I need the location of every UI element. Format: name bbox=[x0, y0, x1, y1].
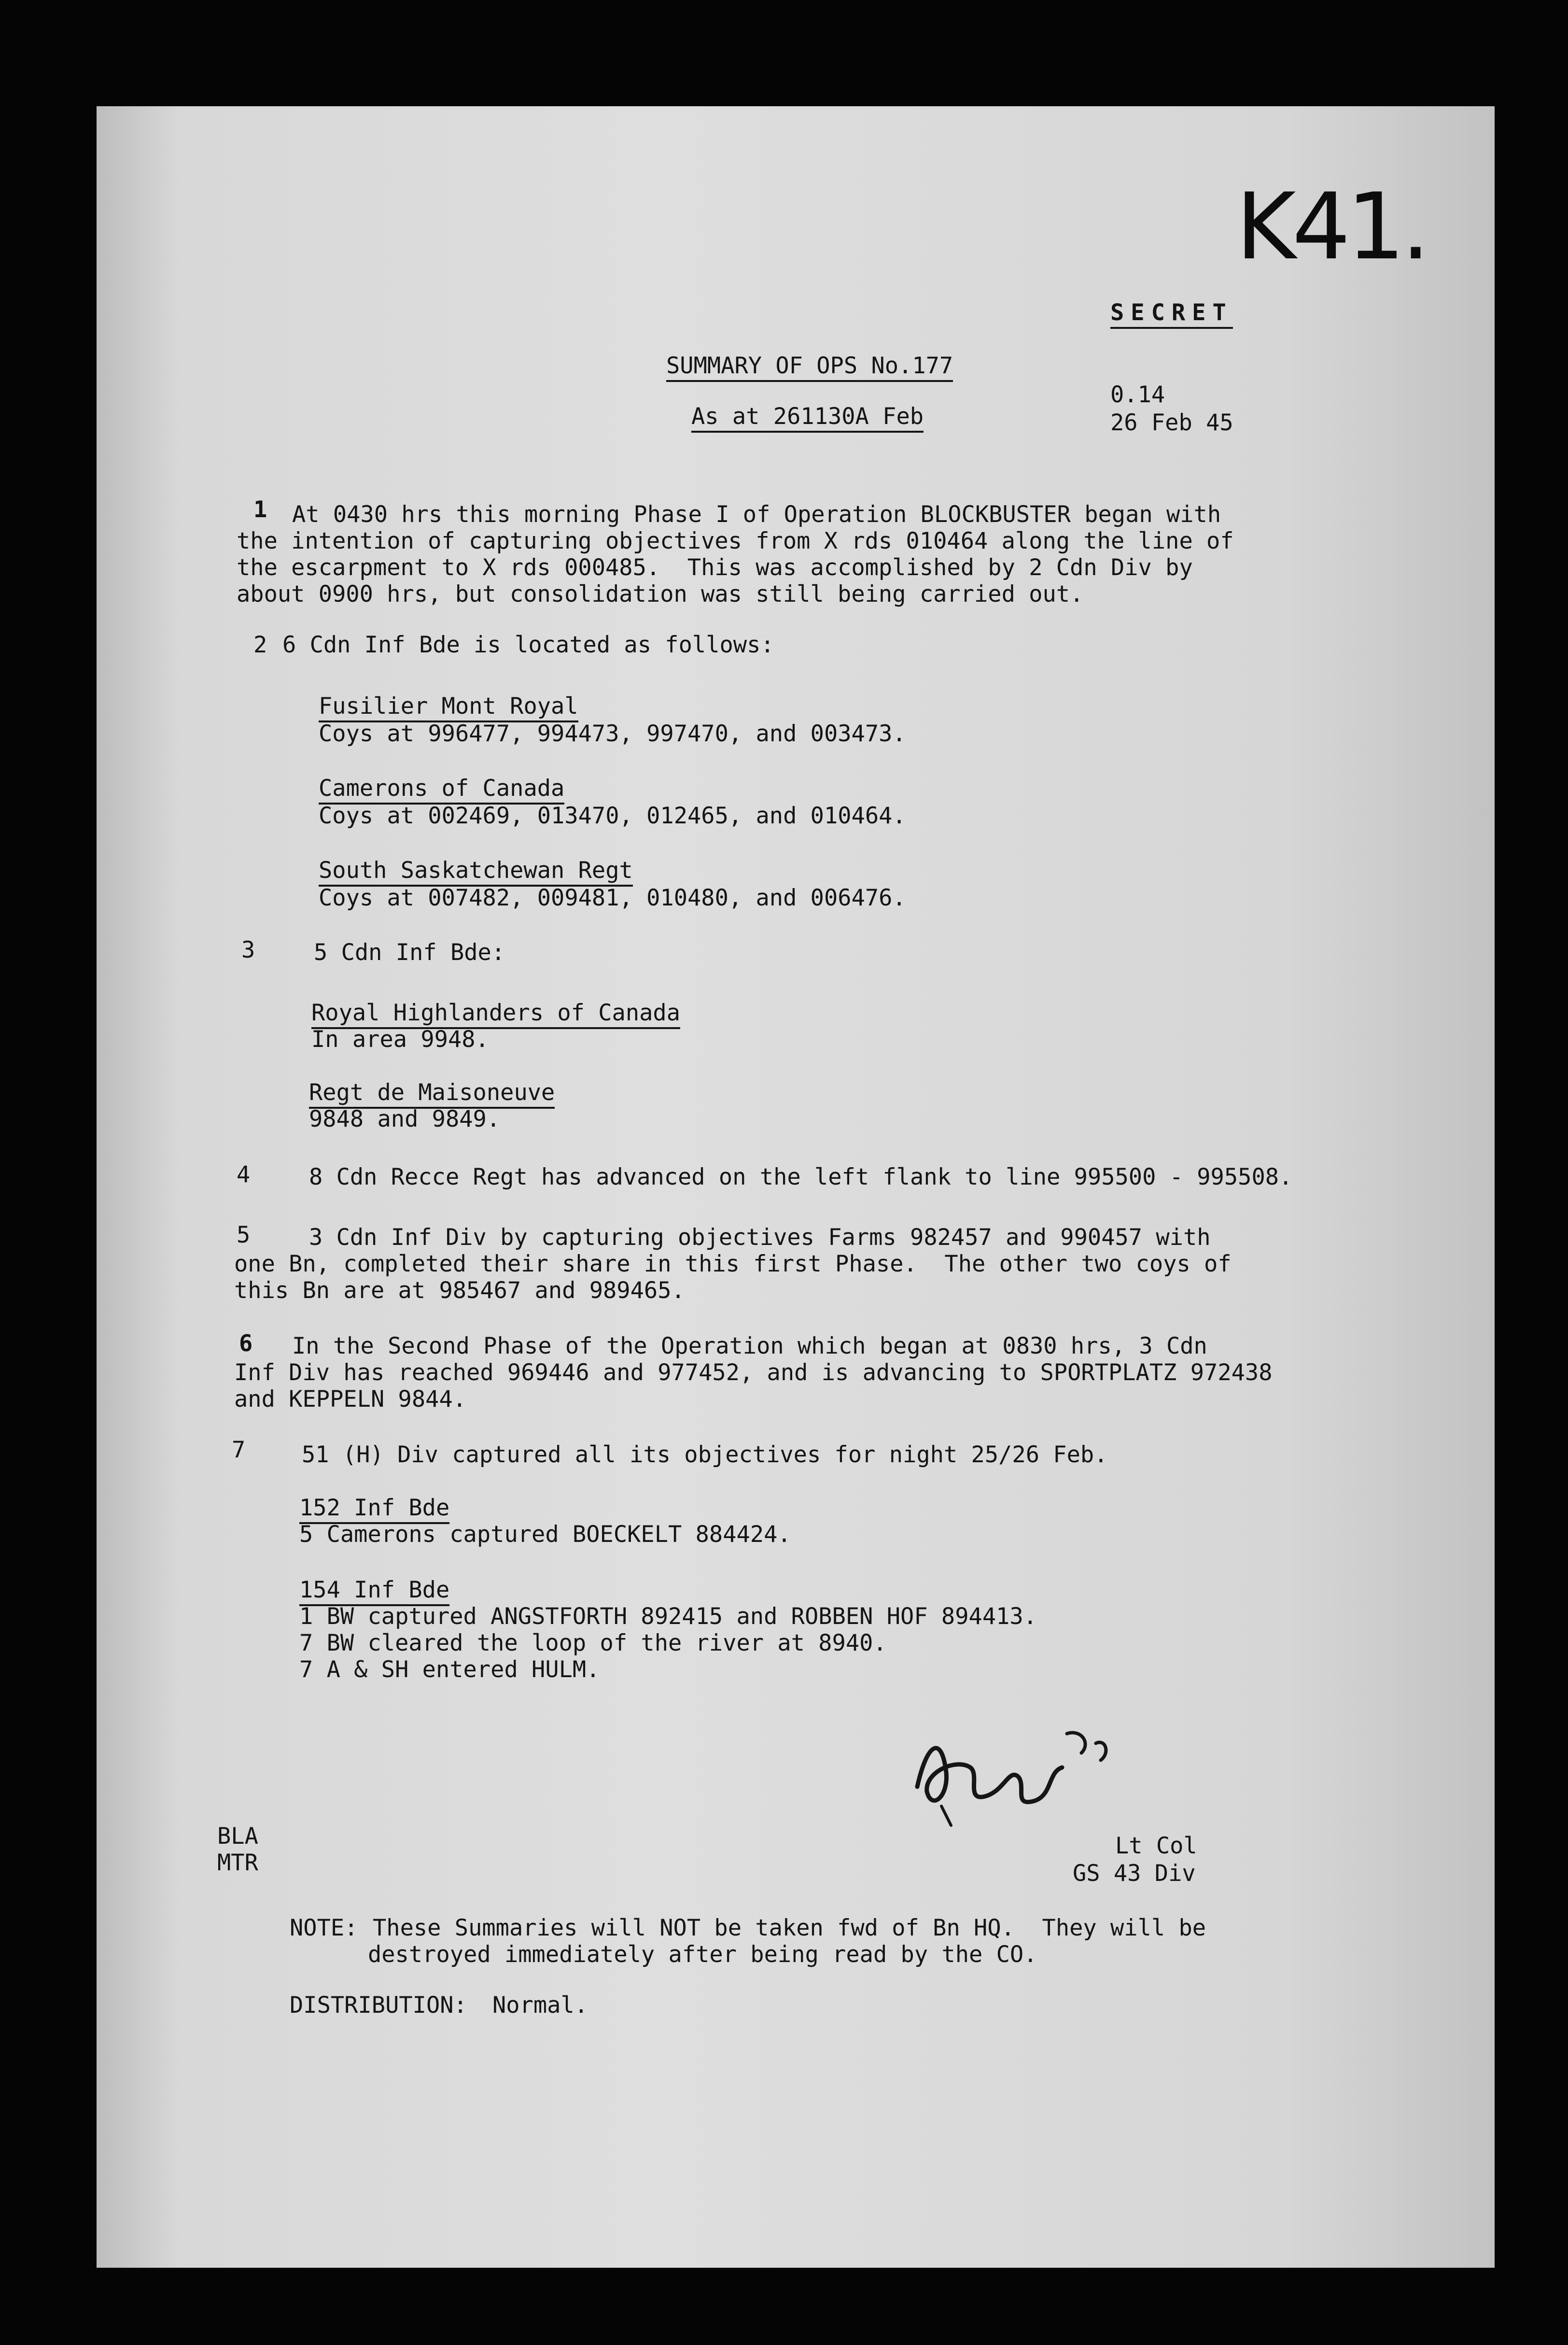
note-label: NOTE: bbox=[290, 1915, 358, 1941]
distribution-value: Normal. bbox=[492, 1992, 588, 2019]
para-4-text: 8 Cdn Recce Regt has advanced on the left flank to line 995500 - 995508. bbox=[309, 1164, 1293, 1190]
para-6-line: Inf Div has reached 969446 and 977452, and is advancing to SPORTPLATZ 972438 bbox=[234, 1359, 1273, 1386]
unit-name: South Saskatchewan Regt bbox=[319, 857, 633, 887]
para-5-line: one Bn, completed their share in this first Phase. The other two coys of bbox=[234, 1251, 1232, 1277]
brigade-name: 154 Inf Bde bbox=[299, 1577, 449, 1606]
initials-line: BLA bbox=[217, 1823, 258, 1850]
document-page bbox=[97, 106, 1495, 2268]
para-1-number: 1 bbox=[253, 496, 267, 523]
distribution-label: DISTRIBUTION: bbox=[290, 1992, 467, 2019]
para-4-number: 4 bbox=[237, 1161, 251, 1188]
brigade-name: 152 Inf Bde bbox=[299, 1495, 449, 1524]
para-1-line: At 0430 hrs this morning Phase I of Operation BLOCKBUSTER began with bbox=[292, 501, 1221, 528]
classification: SECRET bbox=[1110, 299, 1233, 329]
signature-scribble bbox=[898, 1714, 1168, 1840]
unit-name: Regt de Maisoneuve bbox=[309, 1079, 555, 1109]
para-5-line: this Bn are at 985467 and 989465. bbox=[234, 1277, 685, 1304]
para-6-line: In the Second Phase of the Operation which began at 0830 hrs, 3 Cdn bbox=[292, 1333, 1207, 1359]
brigade-line: 7 BW cleared the loop of the river at 8940. bbox=[299, 1630, 887, 1656]
para-7-text: 51 (H) Div captured all its objectives for night 25/26 Feb. bbox=[302, 1441, 1108, 1468]
initials-line: MTR bbox=[217, 1850, 258, 1876]
para-3-text: 5 Cdn Inf Bde: bbox=[314, 939, 505, 966]
para-5-line: 3 Cdn Inf Div by capturing objectives Farms 982457 and 990457 with bbox=[309, 1224, 1211, 1251]
brigade-line: 1 BW captured ANGSTFORTH 892415 and ROBBEN HOF 894413. bbox=[299, 1603, 1037, 1630]
unit-detail: Coys at 002469, 013470, 012465, and 010464. bbox=[319, 803, 906, 829]
signatory-appointment: GS 43 Div bbox=[1073, 1860, 1196, 1887]
para-5-number: 5 bbox=[237, 1222, 251, 1248]
page-title: SUMMARY OF OPS No.177 bbox=[666, 353, 953, 382]
para-1-line: the intention of capturing objectives from X rds 010464 along the line of bbox=[237, 528, 1234, 554]
document-date: 26 Feb 45 bbox=[1110, 410, 1233, 436]
para-3-number: 3 bbox=[241, 937, 255, 963]
copy-number: 0.14 bbox=[1110, 381, 1165, 408]
brigade-line: 5 Camerons captured BOECKELT 884424. bbox=[299, 1521, 791, 1548]
unit-name: Royal Highlanders of Canada bbox=[311, 1000, 680, 1029]
handwritten-reference: K41. bbox=[1236, 173, 1427, 280]
para-6-number: 6 bbox=[239, 1330, 253, 1357]
unit-detail: Coys at 996477, 994473, 997470, and 003473. bbox=[319, 720, 906, 747]
brigade-line: 7 A & SH entered HULM. bbox=[299, 1656, 600, 1683]
unit-detail: Coys at 007482, 009481, 010480, and 006476. bbox=[319, 885, 906, 911]
signatory-rank: Lt Col bbox=[1115, 1833, 1197, 1859]
unit-detail: In area 9948. bbox=[311, 1026, 489, 1053]
note-line: destroyed immediately after being read by the CO. bbox=[368, 1941, 1037, 1968]
para-7-number: 7 bbox=[232, 1437, 246, 1463]
unit-name: Camerons of Canada bbox=[319, 775, 564, 805]
para-6-line: and KEPPELN 9844. bbox=[234, 1386, 467, 1413]
as-at-time: As at 261130A Feb bbox=[691, 403, 924, 433]
para-1-line: about 0900 hrs, but consolidation was still being carried out. bbox=[237, 581, 1084, 607]
unit-detail: 9848 and 9849. bbox=[309, 1106, 501, 1132]
para-2-number: 2 bbox=[253, 632, 267, 658]
note-line: These Summaries will NOT be taken fwd of Bn HQ. They will be bbox=[373, 1915, 1206, 1941]
unit-name: Fusilier Mont Royal bbox=[319, 693, 578, 722]
para-1-line: the escarpment to X rds 000485. This was accomplished by 2 Cdn Div by bbox=[237, 554, 1193, 581]
para-2-text: 6 Cdn Inf Bde is located as follows: bbox=[282, 632, 774, 658]
